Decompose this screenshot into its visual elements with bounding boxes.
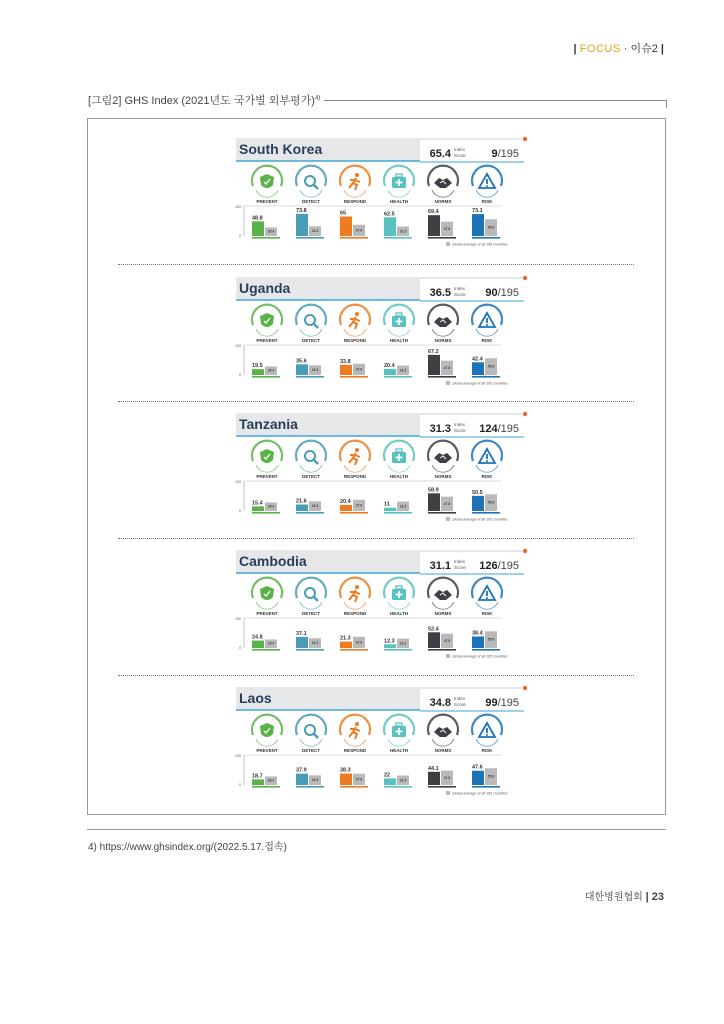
country-value-label: 38.3 — [340, 767, 351, 774]
global-average-label: 32.3 — [311, 778, 319, 783]
category-label: NORMS — [434, 611, 452, 616]
rank — [491, 148, 519, 160]
global-average-label: 47.8 — [443, 365, 451, 370]
y-tick-label: 0 — [239, 509, 241, 513]
country-chart — [232, 136, 532, 262]
page-footer: 대한병원협회 | 23 — [584, 891, 664, 903]
global-average-label: 31.5 — [399, 778, 407, 783]
country-value-label: 19.5 — [252, 363, 263, 370]
country-value-bar — [428, 215, 440, 236]
global-average-label: 55.8 — [487, 364, 495, 369]
country-name: Laos — [239, 690, 272, 706]
country-value-bar — [296, 505, 308, 511]
score-label: Score — [454, 565, 466, 570]
magnifier-icon — [296, 166, 326, 198]
corner-dot — [523, 686, 527, 690]
y-tick-label: 100 — [235, 205, 241, 209]
category-label: PREVENT — [256, 199, 278, 204]
global-average-label: 55.8 — [487, 225, 495, 230]
warning-triangle-icon — [472, 441, 502, 473]
category-label: RISK — [481, 748, 493, 753]
rank-value: 126 — [479, 560, 498, 572]
category-baseline — [252, 786, 280, 788]
rank-total: /195 — [497, 423, 519, 435]
score-label: Score — [454, 292, 466, 297]
country-panel — [232, 548, 532, 674]
global-average-label: 47.8 — [443, 226, 451, 231]
country-value-bar — [296, 214, 308, 236]
corner-dot — [523, 412, 527, 416]
category-label: HEALTH — [390, 338, 408, 343]
country-value-label: 20.4 — [384, 362, 395, 369]
country-name: Cambodia — [239, 553, 307, 569]
category-baseline — [384, 649, 412, 651]
category-baseline — [472, 512, 500, 514]
country-panel — [232, 685, 532, 811]
country-value-bar — [428, 493, 440, 511]
country-value-bar — [296, 364, 308, 375]
header-issue: 이슈2 — [630, 43, 658, 55]
legend-swatch — [446, 791, 450, 795]
legend-label: Global average of all 195 countries — [452, 654, 508, 659]
rank-value: 90 — [485, 287, 498, 299]
country-value-bar — [340, 217, 352, 237]
category-baseline — [428, 786, 456, 788]
legend-label: Global average of all 195 countries — [452, 242, 508, 247]
country-value-bar — [252, 506, 264, 511]
panel-divider — [118, 538, 634, 539]
country-value-bar — [340, 505, 352, 511]
running-person-icon — [340, 305, 370, 337]
y-tick-label: 0 — [239, 646, 241, 650]
global-average-label: 28.4 — [267, 368, 275, 373]
country-value-bar — [340, 774, 352, 785]
global-average-label: 31.5 — [399, 368, 407, 373]
category-label: RISK — [481, 611, 493, 616]
category-baseline — [428, 376, 456, 378]
global-average-label: 32.3 — [311, 504, 319, 509]
category-label: DETECT — [302, 748, 320, 753]
category-label: NORMS — [434, 474, 452, 479]
country-name: Uganda — [239, 280, 291, 296]
legend-swatch — [446, 517, 450, 521]
rank — [485, 287, 519, 299]
category-baseline — [340, 376, 368, 378]
legend-swatch — [446, 654, 450, 658]
category-baseline — [252, 649, 280, 651]
shield-check-icon — [252, 166, 282, 198]
category-label: HEALTH — [390, 748, 408, 753]
first-aid-kit-icon — [384, 715, 414, 747]
first-aid-kit-icon — [384, 305, 414, 337]
country-value-label: 37.9 — [296, 767, 307, 774]
category-baseline — [384, 237, 412, 239]
category-label: DETECT — [302, 474, 320, 479]
global-average-label: 55.8 — [487, 500, 495, 505]
shield-check-icon — [252, 441, 282, 473]
country-value-bar — [252, 369, 264, 375]
panel-divider — [118, 264, 634, 265]
country-value-label: 20.4 — [340, 498, 351, 505]
country-value-label: 11 — [384, 501, 390, 508]
country-value-label: 50.5 — [472, 489, 483, 496]
corner-dot — [523, 137, 527, 141]
country-value-label: 42.4 — [472, 356, 483, 363]
y-tick-label: 100 — [235, 480, 241, 484]
country-value-label: 69.4 — [428, 209, 439, 216]
country-value-label: 21.6 — [296, 498, 307, 505]
header-section: FOCUS — [579, 43, 621, 55]
first-aid-kit-icon — [384, 166, 414, 198]
index-score: 65.4 — [429, 148, 451, 160]
warning-triangle-icon — [472, 166, 502, 198]
running-person-icon — [340, 715, 370, 747]
country-value-label: 12.3 — [384, 638, 395, 645]
corner-dot — [523, 276, 527, 280]
category-baseline — [384, 376, 412, 378]
category-label: PREVENT — [256, 611, 278, 616]
category-baseline — [340, 237, 368, 239]
category-baseline — [472, 786, 500, 788]
country-value-label: 62.5 — [384, 211, 395, 218]
country-chart — [232, 411, 532, 537]
global-average-label: 28.4 — [267, 641, 275, 646]
country-value-label: 35.6 — [296, 358, 307, 365]
category-baseline — [428, 237, 456, 239]
country-value-label: 73.1 — [472, 208, 483, 215]
category-label: DETECT — [302, 611, 320, 616]
rank-total: /195 — [497, 148, 519, 160]
country-value-bar — [340, 365, 352, 375]
category-baseline — [428, 649, 456, 651]
category-baseline — [384, 786, 412, 788]
index-score: 31.1 — [429, 560, 451, 572]
country-value-bar — [252, 221, 264, 236]
global-average-label: 31.5 — [399, 504, 407, 509]
country-value-bar — [472, 771, 484, 785]
index-score: 36.5 — [429, 287, 451, 299]
category-label: PREVENT — [256, 748, 278, 753]
handshake-icon — [428, 305, 458, 337]
country-chart — [232, 275, 532, 401]
country-value-label: 33.8 — [340, 358, 351, 365]
category-baseline — [296, 786, 324, 788]
category-baseline — [252, 376, 280, 378]
country-value-label: 15.4 — [252, 500, 263, 507]
y-tick-label: 100 — [235, 617, 241, 621]
global-average-label: 28.4 — [267, 778, 275, 783]
category-label: NORMS — [434, 338, 452, 343]
global-average-label: 37.6 — [355, 503, 363, 508]
running-header: | FOCUS · 이슈2 | — [573, 43, 664, 55]
corner-dot — [523, 549, 527, 553]
category-label: NORMS — [434, 199, 452, 204]
country-value-label: 24.8 — [252, 634, 263, 641]
country-value-bar — [252, 779, 264, 785]
country-value-bar — [472, 636, 484, 648]
footnote-mark: 4) — [314, 95, 321, 102]
country-value-label: 48.8 — [252, 215, 263, 222]
running-person-icon — [340, 578, 370, 610]
header-separator: · — [623, 43, 628, 55]
global-average-label: 47.8 — [443, 775, 451, 780]
country-panel — [232, 411, 532, 537]
category-label: NORMS — [434, 748, 452, 753]
rank-value: 9 — [491, 148, 498, 160]
rank-total: /195 — [497, 560, 519, 572]
score-label: Score — [454, 153, 466, 158]
running-person-icon — [340, 441, 370, 473]
score-label: Score — [454, 428, 466, 433]
category-baseline — [340, 649, 368, 651]
legend-swatch — [446, 381, 450, 385]
handshake-icon — [428, 715, 458, 747]
magnifier-icon — [296, 441, 326, 473]
country-chart — [232, 548, 532, 674]
category-baseline — [340, 512, 368, 514]
caption-rule-end — [666, 100, 667, 108]
country-value-bar — [384, 217, 396, 236]
category-label: RESPOND — [343, 199, 367, 204]
country-value-label: 73.8 — [296, 207, 307, 214]
category-label: RESPOND — [343, 474, 367, 479]
footnote-rule — [87, 829, 666, 830]
y-tick-label: 0 — [239, 783, 241, 787]
index-label: Index — [454, 147, 466, 152]
panel-divider — [118, 401, 634, 402]
country-name: Tanzania — [239, 416, 298, 432]
country-value-bar — [252, 641, 264, 648]
legend-label: Global average of all 195 countries — [452, 381, 508, 386]
warning-triangle-icon — [472, 305, 502, 337]
global-average-label: 47.8 — [443, 501, 451, 506]
panel-divider — [118, 675, 634, 676]
country-value-bar — [384, 369, 396, 375]
country-value-bar — [472, 362, 484, 375]
global-average-label: 32.3 — [311, 641, 319, 646]
rank-total: /195 — [497, 287, 519, 299]
country-value-label: 44.1 — [428, 765, 439, 772]
score-label: Score — [454, 702, 466, 707]
country-value-bar — [296, 774, 308, 785]
magnifier-icon — [296, 715, 326, 747]
legend-label: Global average of all 195 countries — [452, 517, 508, 522]
country-value-label: 67.2 — [428, 348, 439, 355]
global-average-label: 28.4 — [267, 229, 275, 234]
category-label: RESPOND — [343, 338, 367, 343]
country-value-bar — [428, 772, 440, 785]
warning-triangle-icon — [472, 715, 502, 747]
country-panel — [232, 275, 532, 401]
country-value-label: 58.9 — [428, 487, 439, 494]
country-value-label: 52.4 — [428, 626, 439, 633]
global-average-label: 37.6 — [355, 640, 363, 645]
legend-swatch — [446, 242, 450, 246]
category-baseline — [472, 376, 500, 378]
global-average-label: 47.8 — [443, 638, 451, 643]
category-label: PREVENT — [256, 338, 278, 343]
country-chart — [232, 685, 532, 811]
category-label: DETECT — [302, 199, 320, 204]
first-aid-kit-icon — [384, 578, 414, 610]
global-average-label: 32.3 — [311, 229, 319, 234]
country-value-label: 18.7 — [252, 773, 263, 780]
category-baseline — [472, 237, 500, 239]
page-number: 23 — [651, 891, 664, 903]
country-value-bar — [340, 642, 352, 648]
y-tick-label: 100 — [235, 344, 241, 348]
y-tick-label: 0 — [239, 373, 241, 377]
category-baseline — [296, 512, 324, 514]
category-baseline — [472, 649, 500, 651]
shield-check-icon — [252, 305, 282, 337]
global-average-label: 28.4 — [267, 504, 275, 509]
handshake-icon — [428, 441, 458, 473]
country-value-bar — [472, 214, 484, 236]
publisher: 대한병원협회 — [584, 892, 643, 903]
index-label: Index — [454, 696, 466, 701]
handshake-icon — [428, 578, 458, 610]
global-average-label: 55.8 — [487, 637, 495, 642]
global-average-label: 37.6 — [355, 777, 363, 782]
country-value-bar — [428, 355, 440, 375]
country-value-bar — [296, 637, 308, 648]
magnifier-icon — [296, 305, 326, 337]
warning-triangle-icon — [472, 578, 502, 610]
rank — [479, 423, 519, 435]
rank-value: 99 — [485, 697, 498, 709]
category-baseline — [296, 376, 324, 378]
y-tick-label: 100 — [235, 754, 241, 758]
country-panel — [232, 136, 532, 262]
country-value-label: 47.6 — [472, 764, 483, 771]
country-value-label: 22 — [384, 772, 391, 779]
global-average-label: 31.5 — [399, 641, 407, 646]
category-label: HEALTH — [390, 474, 408, 479]
shield-check-icon — [252, 578, 282, 610]
category-label: HEALTH — [390, 199, 408, 204]
category-baseline — [296, 237, 324, 239]
rank — [479, 560, 519, 572]
country-value-label: 65 — [340, 210, 347, 217]
country-value-bar — [384, 644, 396, 648]
global-average-label: 37.6 — [355, 228, 363, 233]
category-baseline — [340, 786, 368, 788]
country-name: South Korea — [239, 141, 323, 157]
global-average-label: 55.8 — [487, 774, 495, 779]
handshake-icon — [428, 166, 458, 198]
category-label: RISK — [481, 474, 493, 479]
country-value-bar — [384, 508, 396, 511]
rank-value: 124 — [479, 423, 498, 435]
category-label: RESPOND — [343, 611, 367, 616]
index-label: Index — [454, 422, 466, 427]
magnifier-icon — [296, 578, 326, 610]
index-label: Index — [454, 286, 466, 291]
category-baseline — [384, 512, 412, 514]
global-average-label: 31.5 — [399, 229, 407, 234]
category-baseline — [252, 237, 280, 239]
legend-label: Global average of all 195 countries — [452, 791, 508, 796]
category-label: RISK — [481, 199, 493, 204]
first-aid-kit-icon — [384, 441, 414, 473]
category-baseline — [252, 512, 280, 514]
category-label: PREVENT — [256, 474, 278, 479]
country-value-bar — [428, 632, 440, 648]
index-score: 34.8 — [429, 697, 451, 709]
country-value-bar — [472, 496, 484, 511]
rank-total: /195 — [497, 697, 519, 709]
country-value-label: 37.1 — [296, 630, 307, 637]
country-value-label: 21.3 — [340, 635, 351, 642]
category-label: HEALTH — [390, 611, 408, 616]
running-person-icon — [340, 166, 370, 198]
category-label: RESPOND — [343, 748, 367, 753]
footnote: 4) https://www.ghsindex.org/(2022.5.17.접속) — [88, 842, 287, 853]
category-baseline — [428, 512, 456, 514]
index-label: Index — [454, 559, 466, 564]
category-label: DETECT — [302, 338, 320, 343]
country-value-label: 38.4 — [472, 630, 483, 637]
figure-title: [그림2] GHS Index (2021년도 국가별 외부평가)$^{4)}$ — [88, 92, 328, 108]
rank — [485, 697, 519, 709]
shield-check-icon — [252, 715, 282, 747]
global-average-label: 32.3 — [311, 368, 319, 373]
index-score: 31.3 — [429, 423, 451, 435]
category-baseline — [296, 649, 324, 651]
caption-rule — [324, 100, 666, 101]
y-tick-label: 0 — [239, 234, 241, 238]
category-label: RISK — [481, 338, 493, 343]
global-average-label: 37.6 — [355, 367, 363, 372]
country-value-bar — [384, 778, 396, 785]
